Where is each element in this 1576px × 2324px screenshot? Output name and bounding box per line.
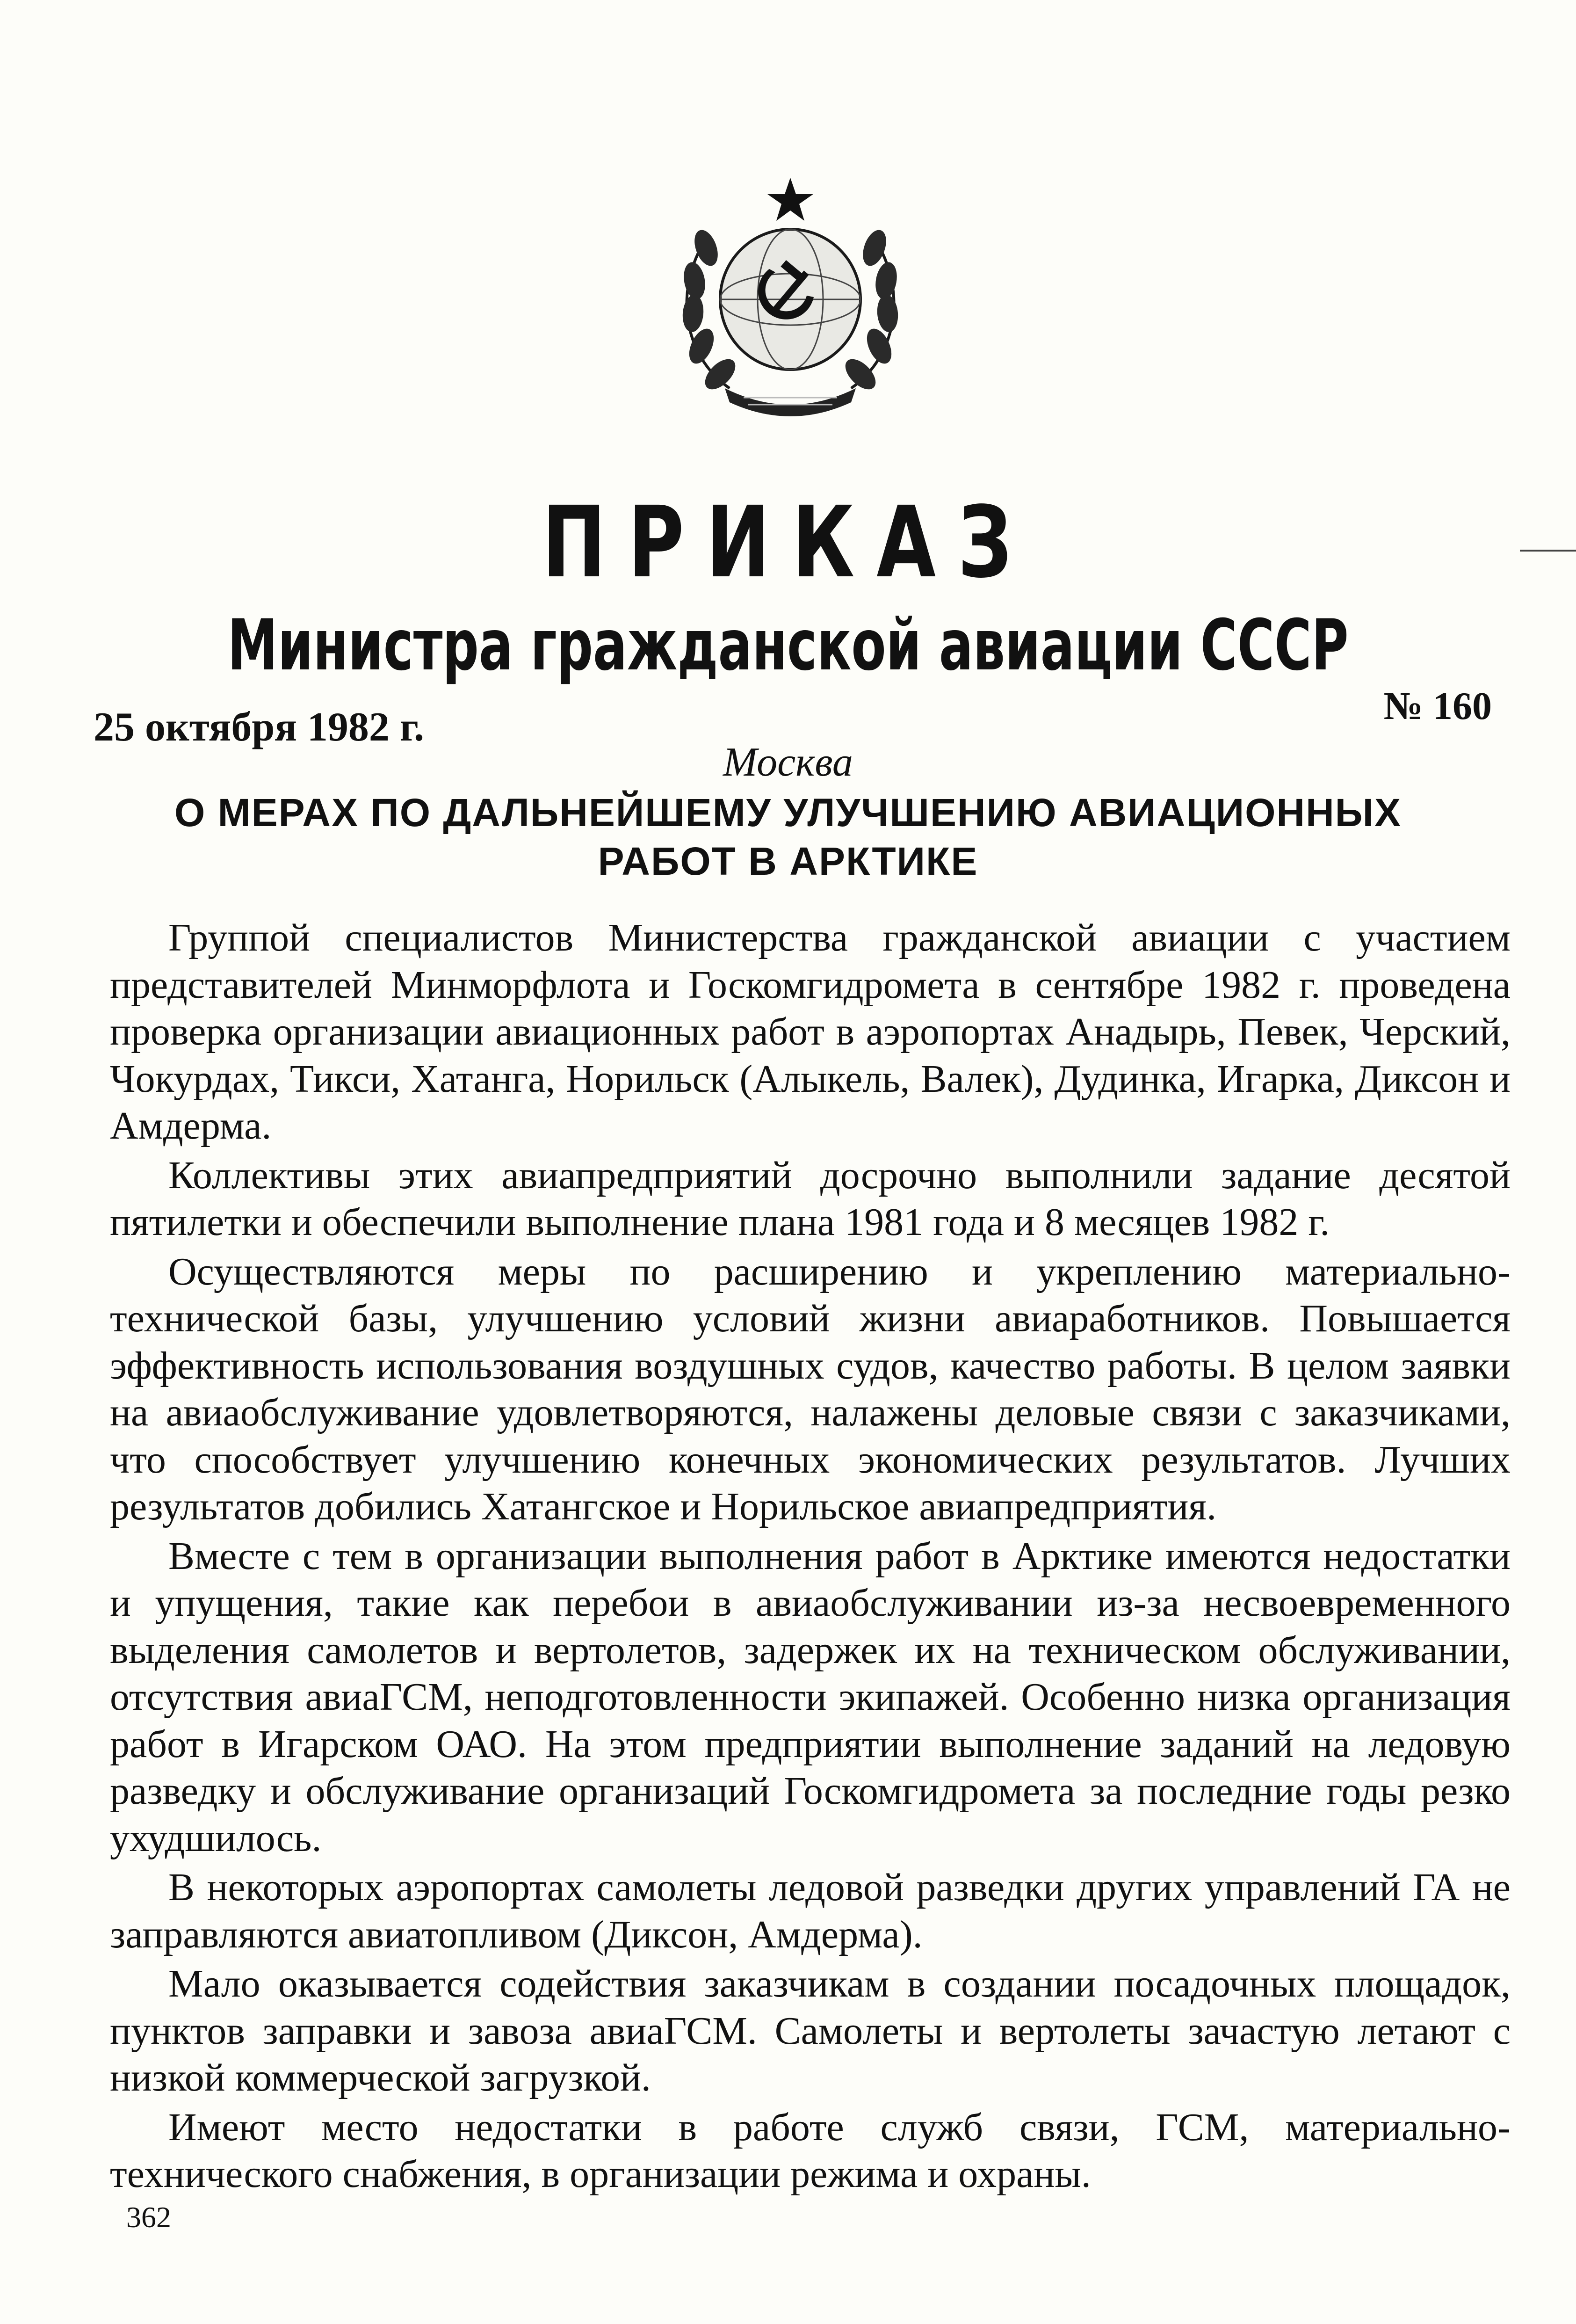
order-date: 25 октября 1982 г.: [94, 704, 424, 750]
order-heading: [84, 788, 1492, 886]
body-paragraph: Коллективы этих авиапредприятий досрочно выполнили задание десятой пятилетки и обеспечили выполнение плана 1981 года и 8 месяцев 1982 г.: [110, 1153, 1511, 1244]
page-title: ПРИКАЗ: [542, 485, 1034, 600]
order-heading-line-1: О МЕРАХ ПО ДАЛЬНЕЙШЕМУ УЛУЧШЕНИЮ АВИАЦИОННЫХ: [174, 791, 1402, 835]
body-paragraph: Осуществляются меры по расширению и укреплению материально-технической базы, улучшению условий жизни авиаработников. Повышается эффективность использования воздушных судов, качество работы. В целом заявки на авиаобслуживание удовлетворяются, налажены деловые связи с заказчиками, что способствует улучшению конечных экономических результатов. Лучших результатов добились Хатангское и Норильское авиапредприятия.: [110, 1249, 1511, 1528]
body-paragraph: Группой специалистов Министерства гражданской авиации с участием представителей Минморфлота и Госкомгидромета в сентябре 1982 г. проведена проверка организации авиационных работ в аэропортах Анадырь, Певек, Черский, Чокурдах, Тикси, Хатанга, Норильск (Алыкель, Валек), Дудинка, Игарка, Диксон и Амдерма.: [110, 916, 1511, 1147]
page-subtitle: Министра гражданской авиации СССР: [227, 605, 1349, 686]
order-number: № 160: [1383, 684, 1492, 728]
body-paragraph: Имеют место недостатки в работе служб связи, ГСМ, материально-технического снабжения, в организации режима и охраны.: [110, 2105, 1511, 2196]
ussr-state-emblem-icon: [650, 168, 931, 430]
body-paragraph: Мало оказывается содействия заказчикам в создании посадочных площадок, пунктов заправки и завоза авиаГСМ. Самолеты и вертолеты зачастую летают с низкой коммерческой загрузкой.: [110, 1962, 1511, 2099]
page-number: 362: [126, 2201, 171, 2234]
order-body: [110, 915, 1511, 2201]
order-heading-line-2: РАБОТ В АРКТИКЕ: [598, 839, 978, 883]
scan-edge-line: [1520, 550, 1576, 552]
body-paragraph: Вместе с тем в организации выполнения работ в Арктике имеются недостатки и упущения, такие как перебои в авиаобслуживании из-за несвоевременного выделения самолетов и вертолетов, задержек их на техническом обслуживании, отсутствия авиаГСМ, неподготовленности экипажей. Особенно низка организация работ в Игарском ОАО. На этом предприятии выполнение заданий на ледовую разведку и обслуживание организаций Госкомгидромета за последние годы резко ухудшилось.: [110, 1534, 1511, 1860]
order-city: Москва: [723, 740, 853, 785]
body-paragraph: В некоторых аэропортах самолеты ледовой разведки других управлений ГА не заправляются авиатопливом (Диксон, Амдерма).: [110, 1866, 1511, 1956]
